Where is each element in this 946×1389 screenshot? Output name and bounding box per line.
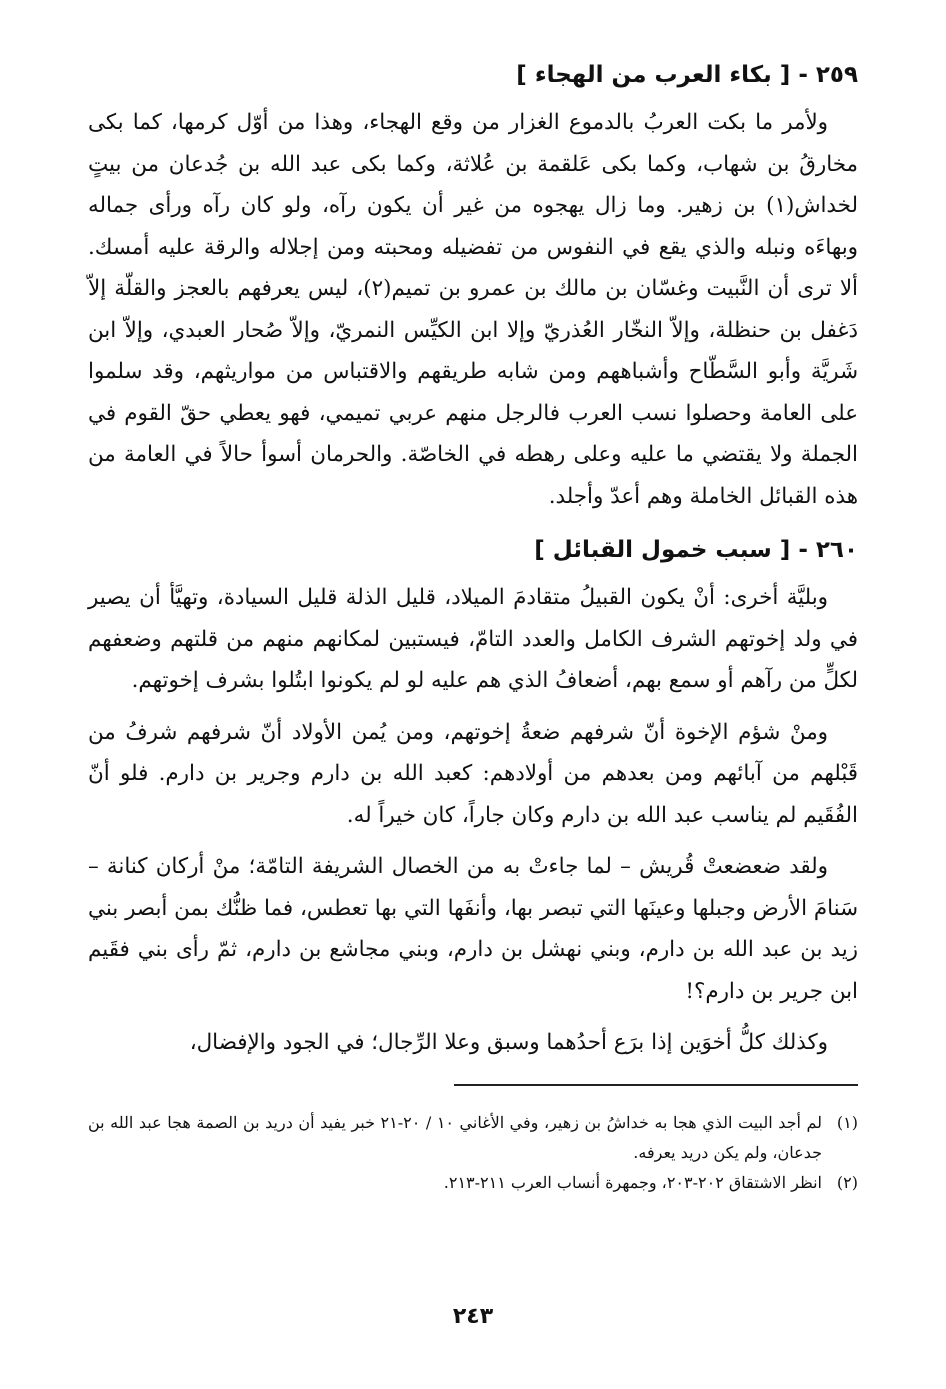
section-heading-260 <box>88 535 858 565</box>
footnote <box>88 1168 858 1198</box>
footnote-number: (١) <box>836 1112 858 1132</box>
section-title: [ سبب خمول القبائل ] <box>534 537 791 563</box>
page-number: ٢٤٣ <box>452 1304 494 1329</box>
footnote-number: (٢) <box>836 1172 858 1192</box>
paragraph: ولأمر ما بكت العربُ بالدموع الغزار من وقع الهجاء، وهذا من أوّل كرمها، كما بكى مخارقُ بن شهاب، وكما بكى عَلقمة بن عُلاثة، وكما بكى عبد الله بن جُدعان من بيتٍ لخداش(١) بن زهير. وما زال يهجوه من غير أن يكون رآه، ولو كان رآه ورأى جماله وبهاءَه ونبله والذي يقع في النفوس من تفضيله ومحبته ومن إجلاله والرقة عليه أمسك. ألا ترى أن النَّبيت وغسّان بن مالك بن عمرو بن تميم(٢)، ليس يعرفهم بالعجز والقلّة إلاّ دَغفل بن حنظلة، وإلاّ النخّار العُذريّ وإلا ابن الكيِّس النمريّ، وإلاّ صُحار العبدي، وإلاّ ابن شَريَّة وأبو السَّطّاح وأشباههم ومن شابه طريقهم والاقتباس من مواريثهم، وقد سلموا على العامة وحصلوا نسب العرب فالرجل منهم عربي تميمي، فهو يعطي حقّ القوم في الجملة ولا يقتضي ما عليه وعلى رهطه في الخاصّة. والحرمان أسوأ حالاً في العامة من هذه القبائل الخاملة وهم أعدّ وأجلد. <box>88 110 858 509</box>
footnote-text: لم أجد البيت الذي هجا به خداشُ بن زهير، وفي الأغاني ١٠ / ٢٠-٢١ خبر يفيد أن دريد بن الصمة هجا عبد الله بن جدعان، ولم يكن دريد يعرفه. <box>88 1112 823 1162</box>
section-heading-259 <box>88 60 858 90</box>
section-number: ٢٦٠ - <box>798 537 858 563</box>
page-body <box>88 60 858 1389</box>
paragraph: وبليَّة أخرى: أنْ يكون القبيلُ متقادمَ الميلاد، قليل الذلة قليل السيادة، وتهيَّأ أن يصير في ولد إخوتهم الشرف الكامل والعدد التامّ، فيستبين لمكانهم منهم من قلتهم وضعفهم لكلٍّ من رآهم أو سمع بهم، أضعافُ الذي هم عليه لو لم يكونوا ابتُلوا بشرف إخوتهم. <box>88 585 858 693</box>
section-title: [ بكاء العرب من الهجاء ] <box>516 62 791 88</box>
paragraph: وكذلك كلُّ أخوَين إذا برَع أحدُهما وسبق وعلا الرِّجال؛ في الجود والإفضال، <box>189 1030 828 1055</box>
paragraph: ولقد ضعضعتْ قُريش – لما جاءتْ به من الخصال الشريفة التامّة؛ منْ أركان كنانة – سَنامَ الأرض وجبلها وعينَها التي تبصر بها، وأنفَها التي بها تعطس، فما ظنُّك بمن أبصر بني زيد بن عبد الله بن دارم، وبني نهشل بن دارم، وبني مجاشع بن دارم، ثمّ رأى بني فقَيم ابن جرير بن دارم؟! <box>88 854 858 1004</box>
section-number: ٢٥٩ - <box>798 62 858 88</box>
footnote-divider <box>454 1084 858 1086</box>
paragraph: ومنْ شؤم الإخوة أنّ شرفهم ضعةُ إخوتهم، ومن يُمن الأولاد أنّ شرفهم شرفُ من قَبْلهم من آبائهم ومن بعدهم من أولادهم: كعبد الله بن دارم وجرير بن دارم. فلو أنّ الفُقَيم لم يناسب عبد الله بن دارم وكان جاراً، كان خيراً له. <box>88 719 858 828</box>
footnotes <box>88 1108 858 1198</box>
footnote-text: انظر الاشتقاق ٢٠٢-٢٠٣، وجمهرة أنساب العرب ٢١١-٢١٣. <box>443 1172 822 1192</box>
footnote <box>88 1108 858 1168</box>
